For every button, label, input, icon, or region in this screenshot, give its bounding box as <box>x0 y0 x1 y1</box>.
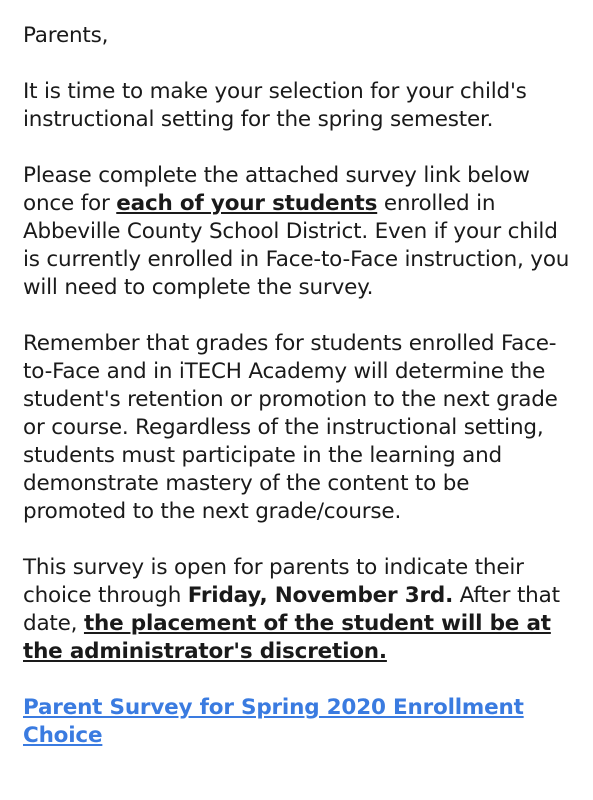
paragraph-grades: Remember that grades for students enrolled Face-to-Face and in iTECH Academy will determine the student's retention or promotion to the next grade or course. Regardless of the instructional setting, students must participate in the learning and demonstrate mastery of the content to be promoted to the next grade/course. <box>23 331 558 524</box>
message-body <box>23 22 573 750</box>
deadline-date: Friday, November 3rd. <box>187 583 454 608</box>
paragraph-instructional-setting: It is time to make your selection for your child's instructional setting for the spring semester. <box>23 79 527 132</box>
survey-link-paragraph <box>23 694 573 750</box>
paragraph-deadline <box>23 554 573 666</box>
placement-discretion-emphasis: the placement of the student will be at the administrator's discretion. <box>23 611 551 664</box>
deadline-intro-text: This survey is open for parents to indicate their choice through <box>23 555 524 608</box>
survey-instructions-text: Please complete the attached survey link below once for <box>23 163 530 216</box>
deadline-middle-text: After that date, <box>23 583 560 636</box>
greeting: Parents, <box>23 23 109 48</box>
survey-instructions-text-continued: enrolled in Abbeville County School District. Even if your child is currently enrolled in Face-to-Face instruction, you will need to complete the survey. <box>23 191 570 300</box>
paragraph-survey-instructions <box>23 162 573 302</box>
parent-survey-link[interactable]: Parent Survey for Spring 2020 Enrollment Choice <box>23 695 524 748</box>
each-student-emphasis: each of your students <box>116 191 378 216</box>
